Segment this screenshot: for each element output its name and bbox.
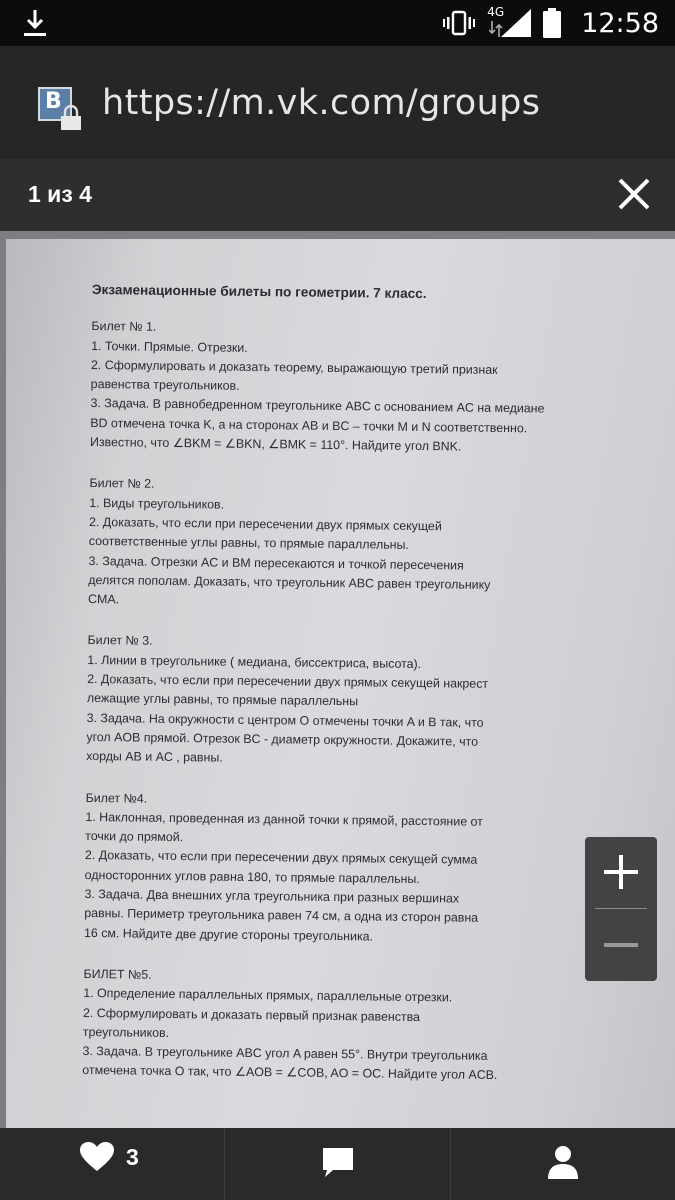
lock-icon	[58, 105, 84, 131]
ticket-line: 16 см. Найдите две другие стороны треугольника.	[83, 925, 374, 944]
vk-logo-letter: B	[45, 89, 62, 114]
ticket-line: 2. Доказать, что если при пересечении двух прямых секущей сумма	[84, 848, 478, 868]
person-icon	[547, 1144, 579, 1180]
ticket-line: 1. Наклонная, проведенная из данной точки к прямой, расстояние от	[85, 809, 483, 829]
status-bar	[0, 0, 675, 46]
ticket-heading: Билет № 1.	[91, 319, 157, 335]
ticket-line: 2. Доказать, что если при пересечении двух прямых секущей	[88, 514, 442, 534]
ticket-block	[86, 631, 578, 772]
ticket-line: 1. Точки. Прямые. Отрезки.	[91, 338, 248, 355]
tag-person-button[interactable]	[450, 1128, 675, 1200]
zoom-in-button[interactable]	[585, 837, 657, 908]
ticket-line: 2. Сформулировать и доказать первый признак равенства	[82, 1005, 421, 1024]
clock: 12:58	[581, 7, 659, 39]
ticket-line: угол AOB прямой. Отрезок BC - диаметр окружности. Докажите, что	[86, 729, 479, 749]
ticket-block	[82, 965, 573, 1087]
ticket-line: 1. Виды треугольников.	[89, 495, 225, 512]
ticket-block	[88, 474, 580, 615]
ticket-line: BD отмечена точка K, а на сторонах AB и BC – точки M и N соответственно.	[90, 415, 528, 436]
document-title: Экзаменационные билеты по геометрии. 7 класс.	[91, 281, 427, 302]
ticket-line: точки до прямой.	[85, 829, 184, 845]
ticket-line: делятся пополам. Доказать, что треугольник ABC равен треугольнику	[88, 572, 491, 592]
vk-secure-logo-icon	[38, 87, 86, 131]
ticket-heading: Билет № 3.	[87, 633, 153, 649]
ticket-block	[84, 788, 576, 948]
ticket-line: односторонних углов равна 180, то прямые параллельны.	[84, 867, 420, 886]
ticket-heading: Билет №4.	[85, 790, 148, 806]
ticket-line: хорды AB и AC , равны.	[86, 749, 223, 765]
ticket-line: 3. Задача. В равнобедренном треугольнике ABC с основанием AC на медиане	[90, 396, 545, 417]
ticket-line: 3. Задача. В треугольнике ABC угол A равен 55°. Внутри треугольника	[82, 1044, 488, 1063]
ticket-line: Известно, что ∠BKM = ∠BKN, ∠BMK = 110°. Найдите угол BNK.	[89, 435, 462, 454]
battery-icon	[543, 8, 561, 38]
close-icon[interactable]	[612, 172, 656, 216]
zoom-controls	[585, 837, 657, 981]
exam-document	[82, 280, 582, 1109]
comment-icon	[321, 1146, 355, 1180]
heart-icon	[80, 1142, 114, 1172]
ticket-line: треугольников.	[82, 1024, 170, 1040]
ticket-line: отмечена точка O так, что ∠AOB = ∠COB, AO = OC. Найдите угол ACB.	[82, 1063, 498, 1083]
download-icon[interactable]	[22, 8, 48, 38]
like-button[interactable]	[0, 1128, 224, 1200]
photo-viewer-header	[0, 159, 675, 231]
ticket-heading: Билет № 2.	[89, 476, 155, 492]
comments-button[interactable]	[224, 1128, 449, 1200]
paper-sheet	[6, 239, 675, 1128]
url-text[interactable]: https://m.vk.com/groups	[102, 83, 541, 123]
ticket-line: 2. Сформулировать и доказать теорему, выражающую третий признак	[90, 357, 498, 377]
ticket-line: соответственные углы равны, то прямые параллельны.	[88, 534, 409, 553]
minus-icon	[585, 909, 657, 981]
ticket-line: CMA.	[88, 592, 120, 607]
network-type: 4G	[487, 5, 505, 19]
likes-count: 3	[126, 1143, 139, 1170]
ticket-line: 3. Задача. На окружности с центром O отмечены точки A и B так, что	[86, 710, 484, 730]
zoom-out-button[interactable]	[585, 909, 657, 981]
ticket-line: 2. Доказать, что если при пересечении двух прямых секущей накрест	[87, 672, 489, 691]
bottom-action-bar	[0, 1128, 675, 1200]
vibrate-icon	[443, 10, 475, 36]
ticket-line: 1. Линии в треугольнике ( медиана, биссектриса, высота).	[87, 652, 422, 671]
ticket-line: 3. Задача. Отрезки AC и BM пересекаются и точкой пересечения	[88, 553, 464, 573]
signal-icon	[487, 7, 531, 39]
browser-url-bar[interactable]	[0, 46, 675, 159]
ticket-line: равенства треугольников.	[90, 377, 240, 393]
ticket-block	[90, 317, 582, 458]
ticket-line: 1. Определение параллельных прямых, параллельные отрезки.	[83, 986, 453, 1005]
ticket-line: равны. Периметр треугольника равен 74 см, а одна из сторон равна	[84, 906, 479, 926]
photo-view[interactable]	[0, 231, 675, 1128]
photo-counter: 1 из 4	[28, 181, 92, 207]
ticket-line: 3. Задача. Два внешних угла треугольника при разных вершинах	[84, 886, 460, 906]
ticket-line: лежащие углы равны, то прямые параллельны	[86, 691, 359, 709]
ticket-heading: БИЛЕТ №5.	[83, 966, 152, 982]
plus-icon	[585, 837, 657, 908]
